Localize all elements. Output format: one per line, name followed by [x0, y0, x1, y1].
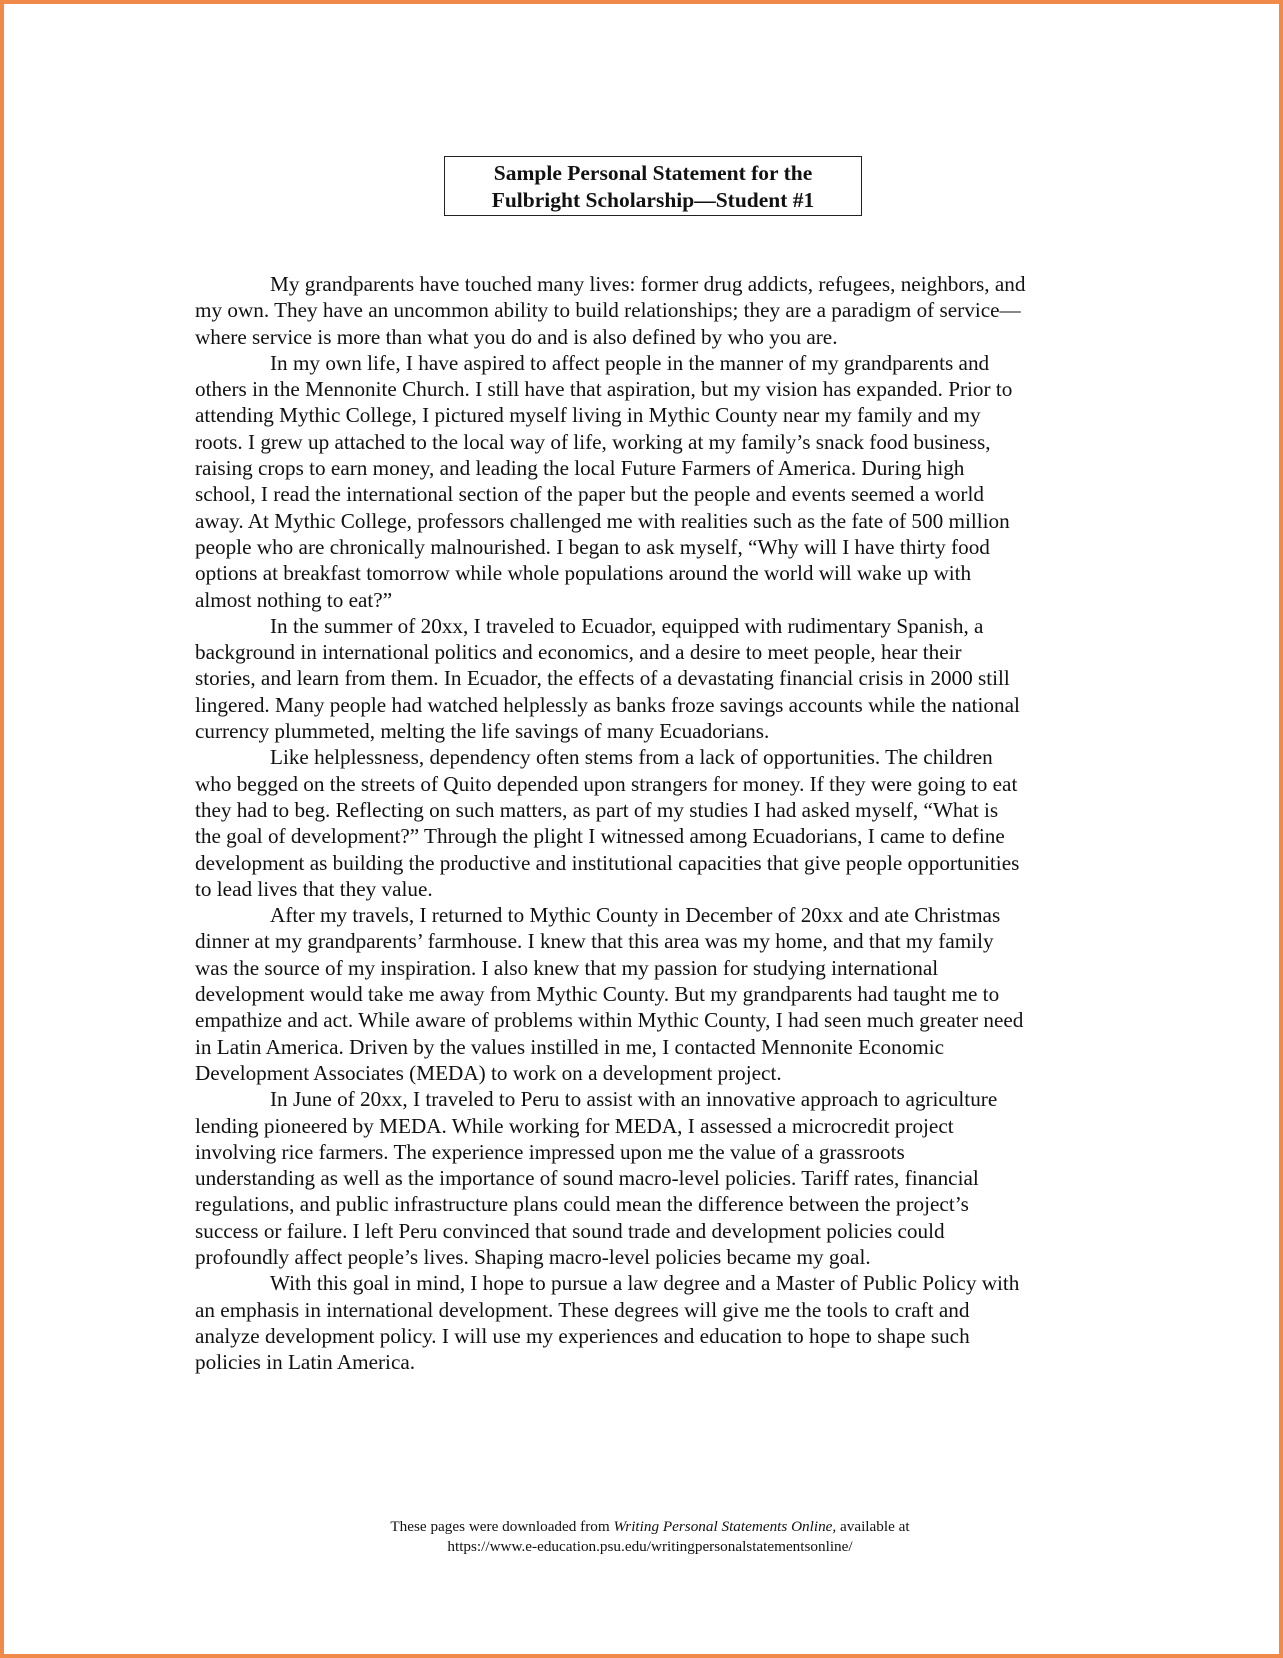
body-line: understanding as well as the importance of sound macro-level policies. Tariff rates, financial	[195, 1166, 979, 1191]
body-line: Like helplessness, dependency often stems from a lack of opportunities. The children	[270, 745, 993, 770]
body-line: After my travels, I returned to Mythic County in December of 20xx and ate Christmas	[270, 903, 1001, 928]
footer-url: https://www.e-education.psu.edu/writingpersonalstatementsonline/	[447, 1538, 853, 1555]
body-line: stories, and learn from them. In Ecuador, the effects of a devastating financial crisis in 2000 still	[195, 666, 1010, 691]
body-line: analyze development policy. I will use my experiences and education to hope to shape such	[195, 1323, 970, 1348]
body-line: my own. They have an uncommon ability to build relationships; they are a paradigm of service—	[195, 298, 1021, 323]
body-line: profoundly affect people’s lives. Shaping macro-level policies became my goal.	[195, 1244, 871, 1269]
body-line: In June of 20xx, I traveled to Peru to assist with an innovative approach to agriculture	[270, 1087, 998, 1112]
body-line: options at breakfast tomorrow while whole populations around the world will wake up with	[195, 561, 972, 586]
body-line: My grandparents have touched many lives: former drug addicts, refugees, neighbors, and	[270, 272, 1026, 296]
body-line: attending Mythic College, I pictured myself living in Mythic County near my family and my	[195, 403, 981, 428]
body-line: regulations, and public infrastructure plans could mean the difference between the project’s	[195, 1192, 969, 1217]
body-line: an emphasis in international development. These degrees will give me the tools to craft and	[195, 1297, 970, 1322]
body-line: the goal of development?” Through the plight I witnessed among Ecuadorians, I came to define	[195, 824, 1005, 849]
body-line: Development Associates (MEDA) to work on a development project.	[195, 1060, 782, 1085]
body-line: school, I read the international section of the paper but the people and events seemed a world	[195, 482, 984, 507]
body-line: others in the Mennonite Church. I still have that aspiration, but my vision has expanded. Prior to	[195, 377, 1013, 402]
body-line: empathize and act. While aware of problems within Mythic County, I had seen much greater need	[195, 1008, 1024, 1033]
footer-prefix: These pages were downloaded from	[390, 1518, 614, 1535]
body-line: background in international politics and economics, and a desire to meet people, hear their	[195, 640, 962, 665]
body-line: to lead lives that they value.	[195, 876, 433, 901]
body-line: In the summer of 20xx, I traveled to Ecuador, equipped with rudimentary Spanish, a	[270, 613, 984, 638]
body-line: policies in Latin America.	[195, 1350, 416, 1375]
footer-line-1	[195, 1517, 1105, 1537]
body-line: almost nothing to eat?”	[195, 587, 393, 612]
body-line: dinner at my grandparents’ farmhouse. I knew that this area was my home, and that my family	[195, 929, 994, 954]
body-line: people who are chronically malnourished. I began to ask myself, “Why will I have thirty food	[195, 534, 990, 559]
body-line: development as building the productive and institutional capacities that give people opportunities	[195, 850, 1020, 875]
body-line: raising crops to earn money, and leading the local Future Farmers of America. During high	[195, 456, 965, 481]
body-line: development would take me away from Mythic County. But my grandparents had taught me to	[195, 982, 1000, 1007]
statement-body	[195, 271, 1105, 1375]
body-line: away. At Mythic College, professors challenged me with realities such as the fate of 500 million	[195, 508, 1010, 533]
body-line: lending pioneered by MEDA. While working for MEDA, I assessed a microcredit project	[195, 1113, 954, 1138]
body-line: where service is more than what you do and is also defined by who you are.	[195, 324, 838, 349]
body-line: currency plummeted, melting the life savings of many Ecuadorians.	[195, 719, 770, 744]
title-box	[444, 156, 862, 216]
body-line: was the source of my inspiration. I also knew that my passion for studying international	[195, 955, 939, 980]
body-line: roots. I grew up attached to the local way of life, working at my family’s snack food business,	[195, 429, 991, 454]
body-line: in Latin America. Driven by the values instilled in me, I contacted Mennonite Economic	[195, 1034, 945, 1059]
body-line: who begged on the streets of Quito depended upon strangers for money. If they were going to eat	[195, 771, 1018, 796]
body-line: they had to beg. Reflecting on such matters, as part of my studies I had asked myself, “What is	[195, 797, 999, 822]
body-line: involving rice farmers. The experience impressed upon me the value of a grassroots	[195, 1139, 905, 1164]
body-line: success or failure. I left Peru convinced that sound trade and development policies could	[195, 1218, 945, 1243]
footer-note	[195, 1517, 1105, 1557]
title-line-1: Sample Personal Statement for the	[493, 161, 813, 185]
body-line: With this goal in mind, I hope to pursue a law degree and a Master of Public Policy with	[270, 1271, 1020, 1296]
body-line: In my own life, I have aspired to affect people in the manner of my grandparents and	[270, 350, 990, 375]
body-line: lingered. Many people had watched helplessly as banks froze savings accounts while the national	[195, 692, 1020, 717]
title-line-2: Fulbright Scholarship—Student #1	[491, 188, 815, 212]
footer-source-title: Writing Personal Statements Online	[613, 1518, 833, 1535]
footer-suffix: , available at	[832, 1518, 910, 1535]
